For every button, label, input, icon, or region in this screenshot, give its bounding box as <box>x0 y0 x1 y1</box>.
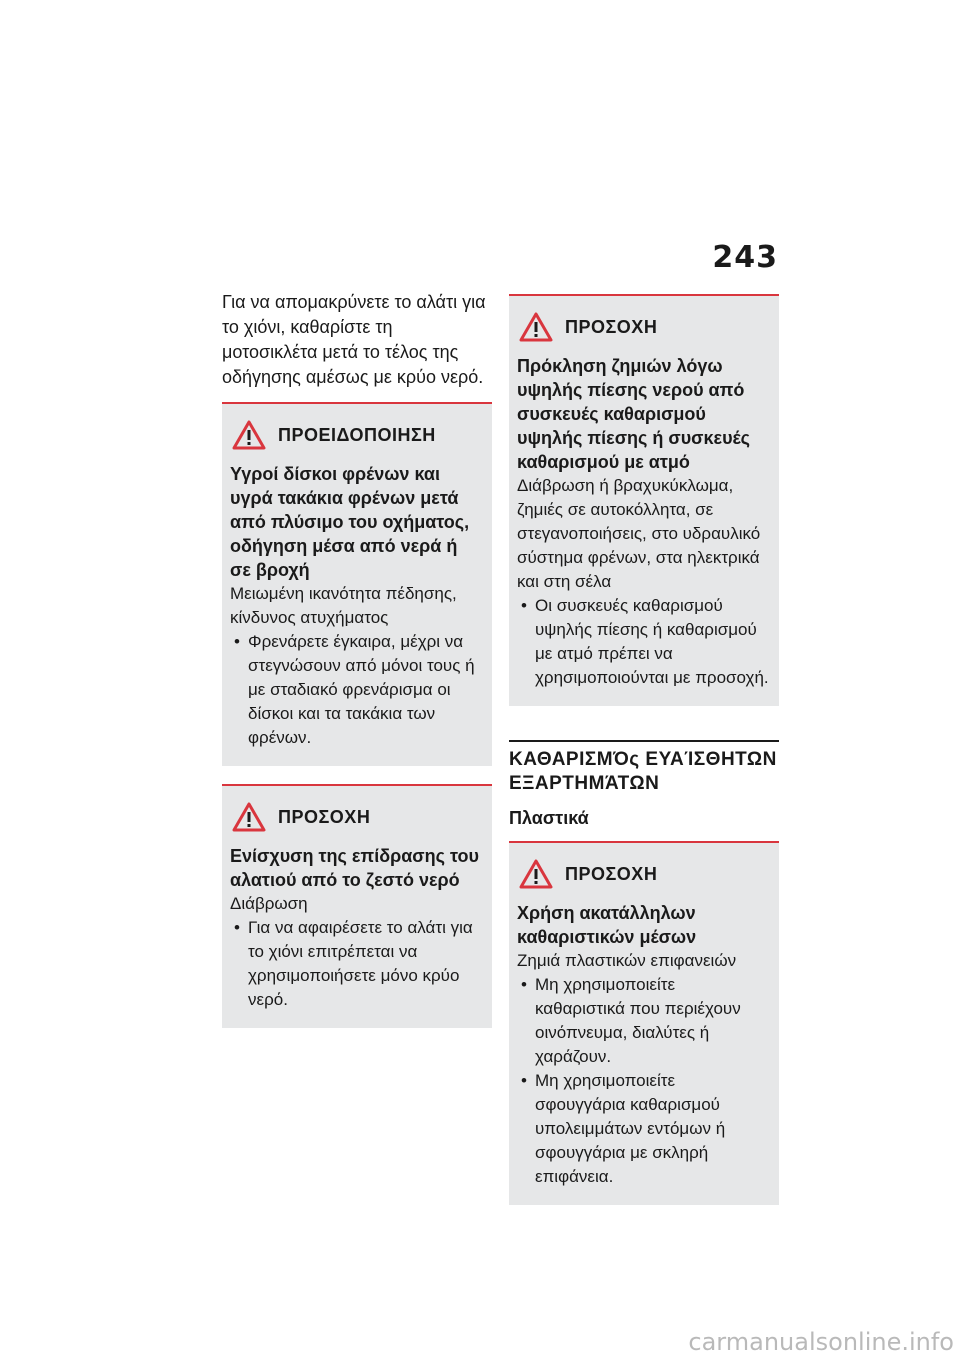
box-label: ΠΡΟΕΙΔΟΠΟΙΗΣΗ <box>278 424 436 445</box>
watermark: carmanualsonline.info <box>688 1328 954 1356</box>
warning-box-wet-brakes <box>222 402 492 766</box>
warning-triangle-icon <box>232 420 266 450</box>
bullet-list <box>517 594 769 690</box>
warning-triangle-icon <box>519 312 553 342</box>
box-label: ΠΡΟΣΟΧΗ <box>565 863 658 884</box>
bullet-item: • Μη χρησιμοποιείτε καθαριστικά που περιέχουν οινόπνευμα, διαλύτες ή χαράζουν. <box>517 973 769 1069</box>
bullet-item: • Μη χρησιμοποιείτε σφουγγάρια καθαρισμού υπολειμμάτων εντόμων ή σφουγγάρια με σκληρή επιφάνεια. <box>517 1069 769 1189</box>
box-title: Χρήση ακατάλληλων καθαριστικών μέσων <box>517 903 697 947</box>
box-text: Διάβρωση <box>230 894 308 913</box>
bullet-item: • Φρενάρετε έγκαιρα, μέχρι να στεγνώσουν από μόνοι τους ή με σταδιακό φρενάρισμα οι δίσκοι και τα τακάκια των φρένων. <box>230 630 482 750</box>
left-column <box>222 290 492 1028</box>
bullet-list <box>230 630 482 750</box>
bullet-item: • Οι συσκευές καθαρισμού υψηλής πίεσης ή καθαρισμού με ατμό πρέπει να χρησιμοποιούνται με προσοχή. <box>517 594 769 690</box>
box-header <box>232 420 482 450</box>
bullet-item: • Για να αφαιρέσετε το αλάτι για το χιόνι επιτρέπεται να χρησιμοποιήσετε μόνο κρύο νερό. <box>230 916 482 1012</box>
box-header <box>519 312 769 342</box>
box-title: Ενίσχυση της επίδρασης του αλατιού από το ζεστό νερό <box>230 846 479 890</box>
box-text: Διάβρωση ή βραχυκύκλωμα, ζημιές σε αυτοκόλλητα, σε στεγανοποιήσεις, στο υδραυλικό σύστημα φρένων, στα ηλεκτρικά και στη σέλα <box>517 476 761 591</box>
box-text: Ζημιά πλαστικών επιφανειών <box>517 951 737 970</box>
sub-heading: Πλαστικά <box>509 808 589 828</box>
caution-box-high-pressure <box>509 294 779 706</box>
page-number: 243 <box>712 240 778 275</box>
box-header <box>232 802 482 832</box>
box-text: Μειωμένη ικανότητα πέδησης, κίνδυνος ατυχήματος <box>230 584 457 627</box>
bullet-list <box>517 973 769 1189</box>
box-header <box>519 859 769 889</box>
warning-triangle-icon <box>519 859 553 889</box>
warning-triangle-icon <box>232 802 266 832</box>
right-column <box>509 294 779 1205</box>
bullet-list <box>230 916 482 1012</box>
box-label: ΠΡΟΣΟΧΗ <box>278 806 371 827</box>
intro-paragraph: Για να απομακρύνετε το αλάτι για το χιόνι, καθαρίστε τη μοτοσικλέτα μετά το τέλος της οδήγησης αμέσως με κρύο νερό. <box>222 292 486 387</box>
box-title: Πρόκληση ζημιών λόγω υψηλής πίεσης νερού από συσκευές καθαρισμού υψηλής πίεσης ή συσκευές καθαρισμού με ατμό <box>517 356 751 472</box>
caution-box-salt <box>222 784 492 1028</box>
box-title: Υγροί δίσκοι φρένων και υγρά τακάκια φρένων μετά από πλύσιμο του οχήματος, οδήγηση μέσα από νερά ή σε βροχή <box>230 464 470 580</box>
box-label: ΠΡΟΣΟΧΗ <box>565 316 658 337</box>
caution-box-plastics <box>509 841 779 1205</box>
section-heading: ΚΑΘΑΡΙΣΜΌς ΕΥΑΊΣΘΗΤΩΝ ΕΞΑΡΤΗΜΆΤΩΝ <box>509 740 779 796</box>
